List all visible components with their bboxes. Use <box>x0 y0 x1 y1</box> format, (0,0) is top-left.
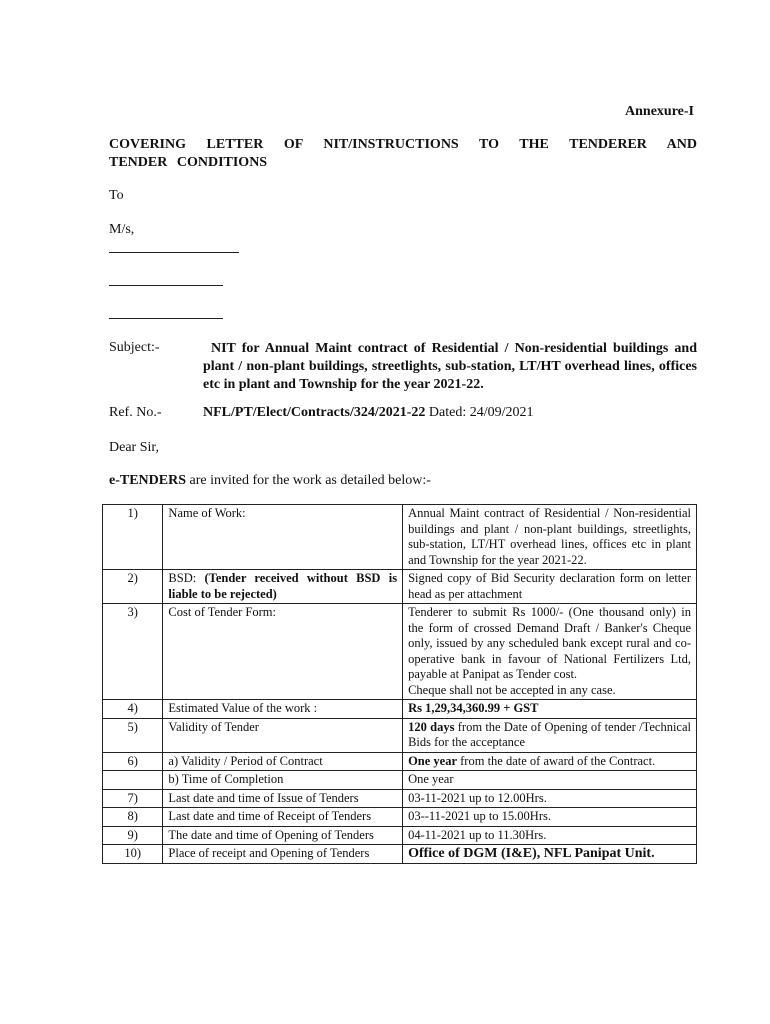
row-number: 6) <box>103 752 163 771</box>
intro-bold: e-TENDERS <box>109 473 187 488</box>
row-value <box>403 718 697 752</box>
table-row <box>103 505 697 570</box>
row-number: 7) <box>103 789 163 808</box>
reference-label: Ref. No.- <box>109 405 162 420</box>
validity-text: from the Date of Opening of tender /Technical Bids for the acceptance <box>408 719 691 749</box>
title-line-2: TENDER CONDITIONS <box>109 155 268 170</box>
row-value: Signed copy of Bid Security declaration form on letter head as per attachment <box>403 570 697 604</box>
row-value: Office of DGM (I&E), NFL Panipat Unit. <box>403 845 697 864</box>
table-row <box>103 771 697 790</box>
contract-period: One year <box>408 753 458 768</box>
subject-label: Subject:- <box>109 340 160 355</box>
address-blank-line-3 <box>109 318 223 319</box>
row-number: 2) <box>103 570 163 604</box>
row-label: The date and time of Opening of Tenders <box>163 826 403 845</box>
annexure-label: Annexure-I <box>625 104 694 119</box>
subject-text <box>203 340 697 394</box>
row-value: 03-11-2021 up to 12.00Hrs. <box>403 789 697 808</box>
row-label: Place of receipt and Opening of Tenders <box>163 845 403 864</box>
row-value: One year <box>403 771 697 790</box>
row-label: Validity of Tender <box>163 718 403 752</box>
to-label: To <box>109 188 124 203</box>
tender-cost-text: Tenderer to submit Rs 1000/- (One thousand only) in the form of crossed Demand Draft / Banker's Cheque only, issued by any scheduled bank except rural and co-operative bank in favour of National Fertilizers Ltd, payable at Panipat as Tender cost. <box>408 605 691 681</box>
row-label: Last date and time of Receipt of Tenders <box>163 808 403 827</box>
table-row <box>103 845 697 864</box>
row-label: b) Time of Completion <box>163 771 403 790</box>
row-label <box>163 570 403 604</box>
table-row <box>103 808 697 827</box>
reference-line <box>203 405 534 421</box>
row-label: a) Validity / Period of Contract <box>163 752 403 771</box>
row-value <box>403 604 697 700</box>
row-number: 3) <box>103 604 163 700</box>
row-number: 10) <box>103 845 163 864</box>
row-value: 04-11-2021 up to 11.30Hrs. <box>403 826 697 845</box>
row-number: 1) <box>103 505 163 570</box>
contract-period-text: from the date of award of the Contract. <box>457 753 656 768</box>
row-number: 4) <box>103 700 163 719</box>
row-value: Rs 1,29,34,360.99 + GST <box>403 700 697 719</box>
table-row <box>103 700 697 719</box>
table-row <box>103 789 697 808</box>
row-number: 8) <box>103 808 163 827</box>
cheque-note: Cheque shall not be accepted in any case. <box>408 682 616 697</box>
validity-days: 120 days <box>408 719 455 734</box>
row-number: 5) <box>103 718 163 752</box>
reference-number: NFL/PT/Elect/Contracts/324/2021-22 <box>203 405 426 420</box>
table-row <box>103 570 697 604</box>
table-row <box>103 604 697 700</box>
row-value: 03--11-2021 up to 15.00Hrs. <box>403 808 697 827</box>
intro-sentence <box>109 473 431 489</box>
bsd-label: BSD: <box>168 571 205 585</box>
reference-date: Dated: 24/09/2021 <box>425 405 534 420</box>
document-title <box>109 136 697 172</box>
salutation: Dear Sir, <box>109 440 159 455</box>
row-label: Name of Work: <box>163 505 403 570</box>
subject-content: NIT for Annual Maint contract of Residential / Non-residential buildings and plant / non-plant buildings, streetlights, sub-station, LT/HT overhead lines, offices etc in plant and Township for the year 2021-22. <box>203 341 697 392</box>
row-label: Cost of Tender Form: <box>163 604 403 700</box>
row-label: Estimated Value of the work : <box>163 700 403 719</box>
bsd-warning: (Tender received without BSD is liable to be rejected) <box>168 571 398 601</box>
row-value: Annual Maint contract of Residential / Non-residential buildings and plant / non-plant buildings, streetlights, sub-station, LT/HT overhead lines, offices etc in plant and Township for the year 2021-22. <box>403 505 697 570</box>
row-number <box>103 771 163 790</box>
table-row <box>103 718 697 752</box>
tender-details-table <box>102 504 697 864</box>
row-label: Last date and time of Issue of Tenders <box>163 789 403 808</box>
row-value <box>403 752 697 771</box>
address-blank-line-1 <box>109 252 239 253</box>
table-row <box>103 752 697 771</box>
title-line-1: COVERING LETTER OF NIT/INSTRUCTIONS TO THE TENDERER AND <box>109 137 697 152</box>
row-number: 9) <box>103 826 163 845</box>
address-blank-line-2 <box>109 285 223 286</box>
ms-label: M/s, <box>109 222 135 237</box>
intro-rest: are invited for the work as detailed below:- <box>186 473 431 488</box>
table-row <box>103 826 697 845</box>
